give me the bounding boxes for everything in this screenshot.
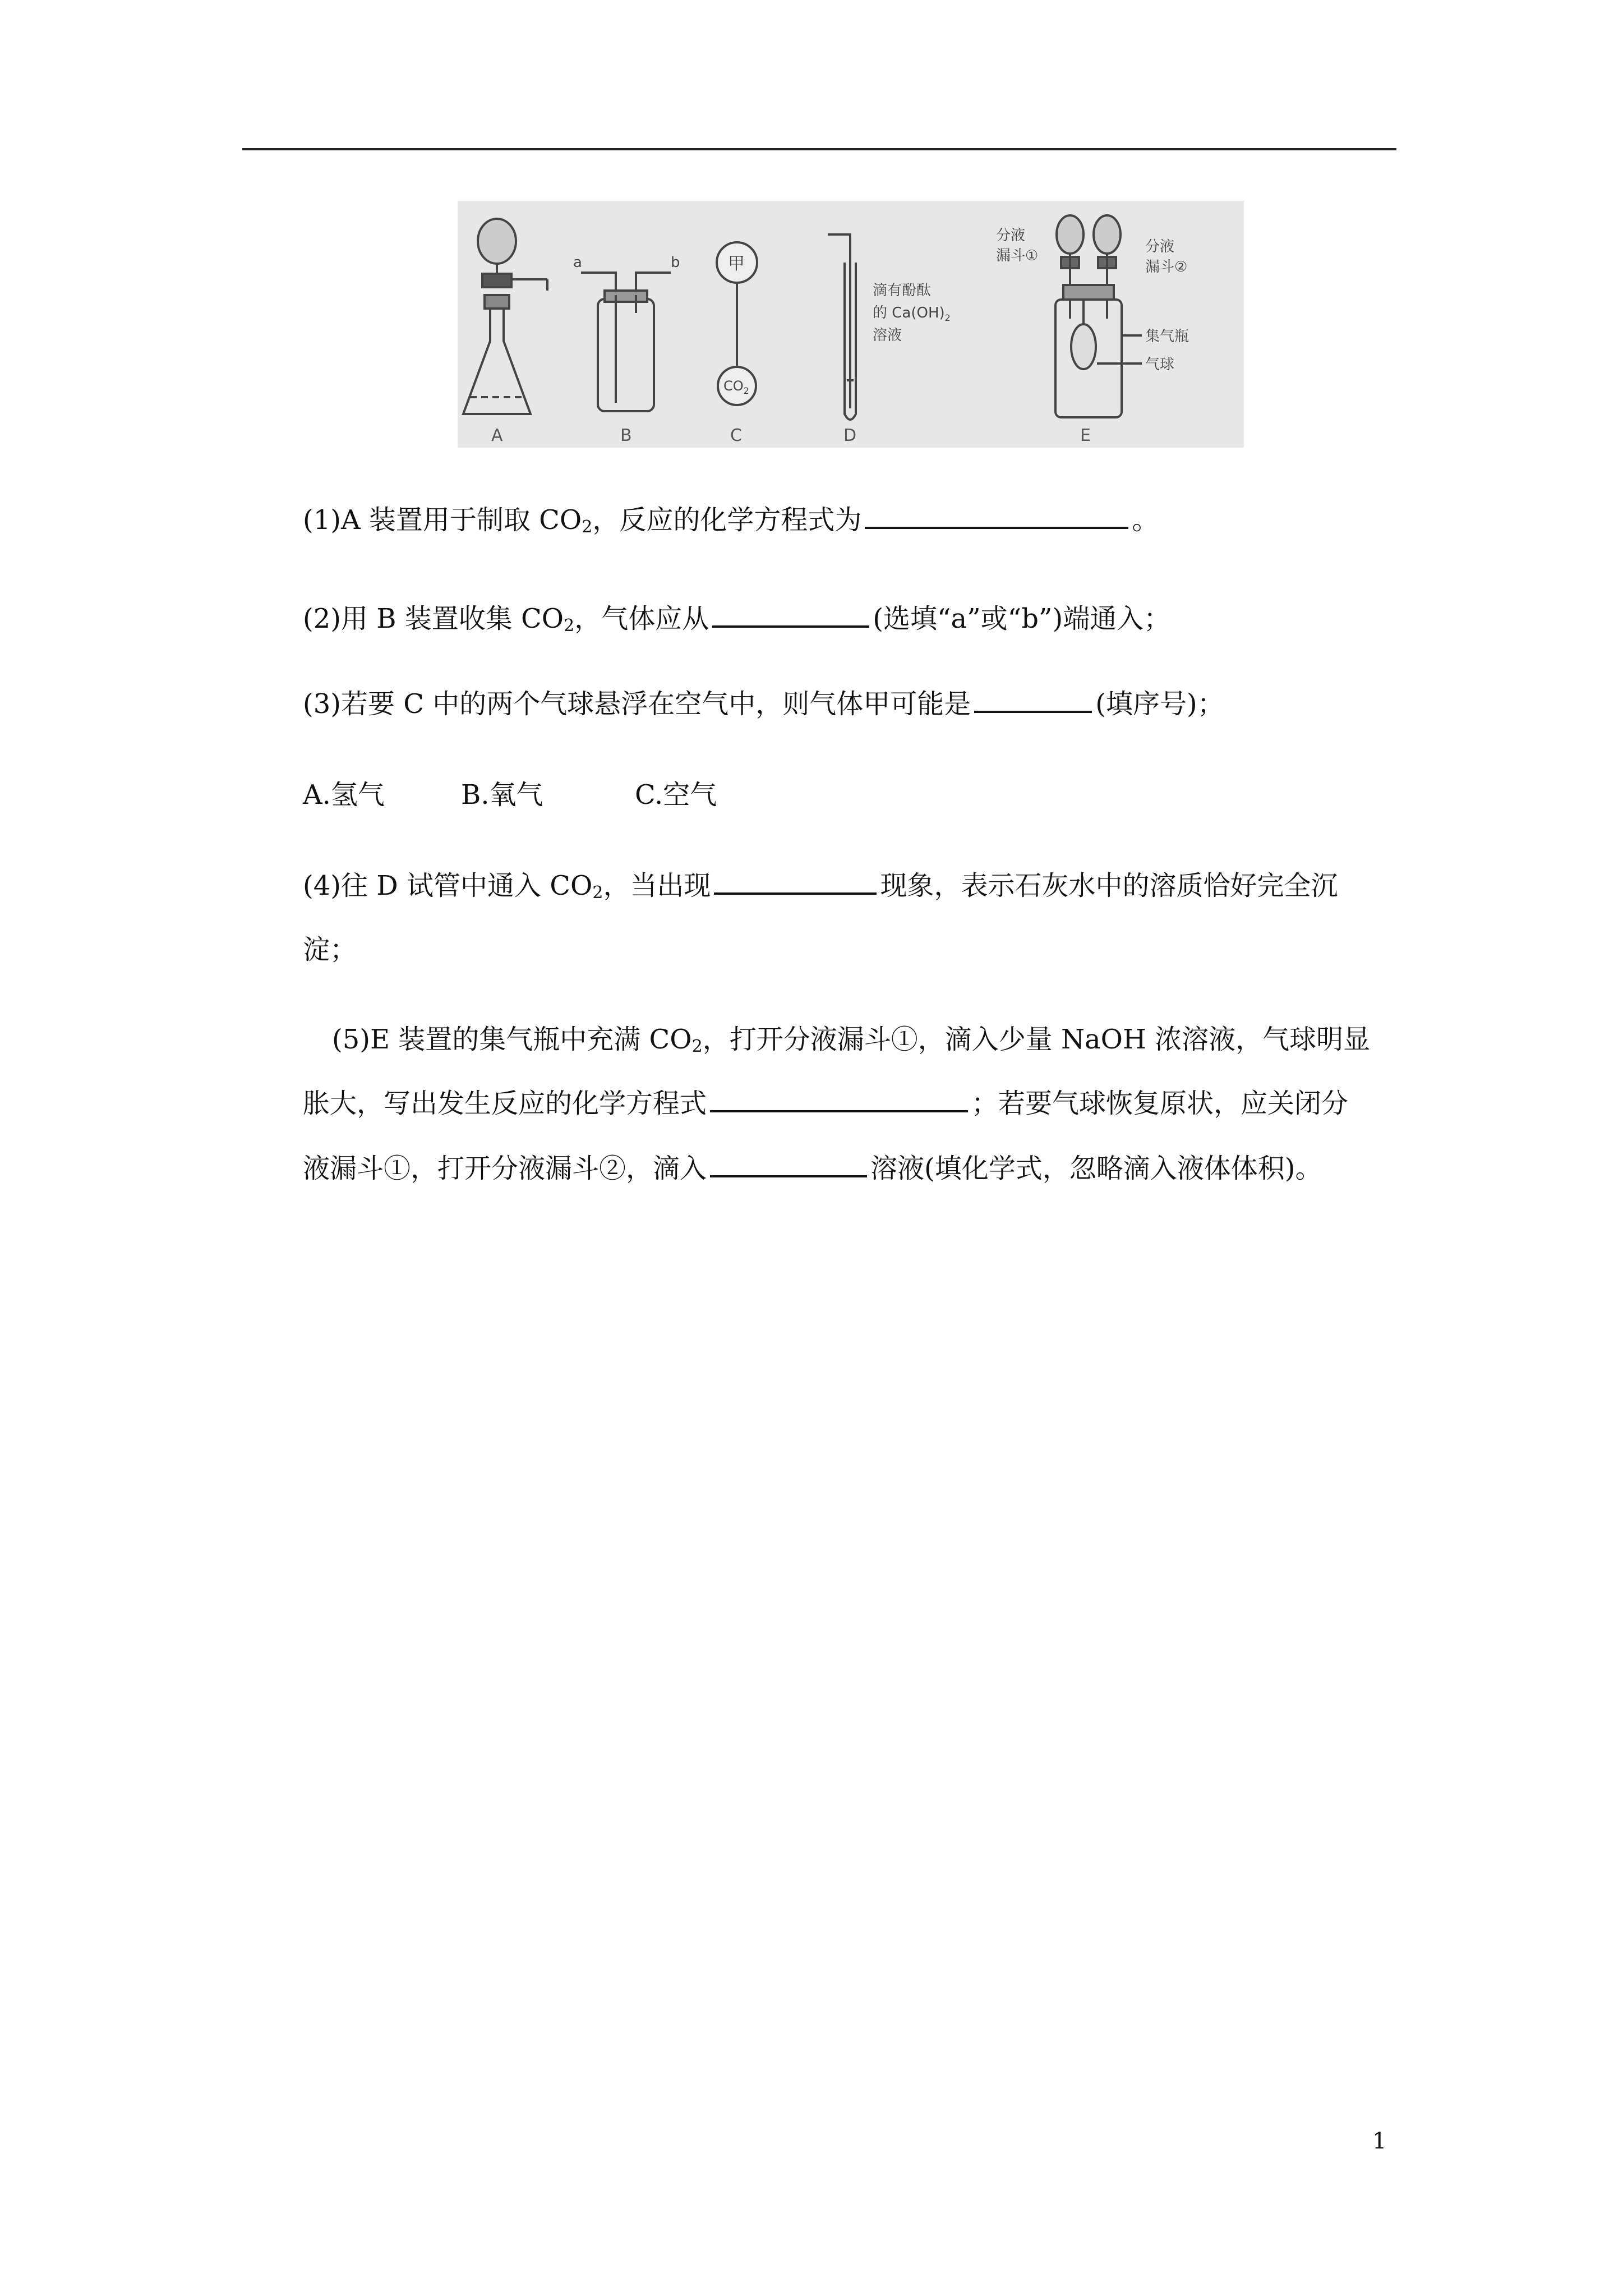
apparatus-figure <box>458 201 1244 448</box>
label-b: B <box>620 426 632 445</box>
question-4: (4)往 D 试管中通入 $CO_2$，当出现 现象，表示石灰水中的溶质恰好完全沉 <box>303 868 1338 910</box>
question-5-line1: (5)E 装置的集气瓶中充满 $CO_2$，打开分液漏斗①，滴入少量 NaOH 浓溶液，气球明显 <box>332 1024 1371 1056</box>
option-b: B.氧气 <box>461 779 543 811</box>
question-2: (2)用 B 装置收集 $CO_2$，气体应从 (选填“a”或“b”)端通入； <box>303 601 1170 643</box>
question-5-line3: 液漏斗①，打开分液漏斗②，滴入 溶液(填化学式，忽略滴入液体体积)。 <box>303 1151 1322 1185</box>
option-c: C.空气 <box>635 779 717 811</box>
apparatus-c <box>717 242 757 445</box>
label-inlet-b: b <box>671 254 680 271</box>
question-4-line2: 淀； <box>303 934 357 965</box>
funnel2-label-line2: 漏斗② <box>1145 259 1188 275</box>
balloon-label: 气球 <box>1145 356 1175 373</box>
bottle-label: 集气瓶 <box>1145 328 1189 345</box>
funnel2-label-line1: 分液 <box>1145 238 1175 255</box>
balloon-label-jia: 甲 <box>728 254 745 274</box>
answer-blank-5a[interactable] <box>710 1085 968 1112</box>
option-a: A.氢气 <box>303 779 385 811</box>
label-d: D <box>843 426 857 445</box>
d-note-line2: 的 $Ca(OH)_2$ <box>873 305 951 323</box>
answer-blank-5b[interactable] <box>710 1151 867 1177</box>
header-rule <box>242 148 1396 150</box>
label-a: A <box>491 426 503 445</box>
answer-blank-4[interactable] <box>714 868 877 895</box>
question-1: (1)A 装置用于制取 $CO_2$，反应的化学方程式为 。 <box>303 502 1159 544</box>
question-5-line2: 胀大，写出发生反应的化学方程式 ；若要气球恢复原状，应关闭分 <box>303 1085 1348 1120</box>
label-e: E <box>1080 426 1091 445</box>
label-c: C <box>730 426 742 445</box>
answer-blank-2[interactable] <box>712 601 869 628</box>
page-number: 1 <box>1372 2128 1387 2154</box>
label-inlet-a: a <box>573 254 582 271</box>
answer-blank-1[interactable] <box>865 502 1128 529</box>
d-note-line3: 溶液 <box>873 327 902 344</box>
apparatus-a <box>463 219 547 445</box>
apparatus-d <box>828 234 951 445</box>
balloon-label-co2: $CO_2$ <box>723 378 749 396</box>
answer-blank-3[interactable] <box>974 686 1092 713</box>
apparatus-b <box>573 254 680 445</box>
d-note-line1: 滴有酚酞 <box>873 282 932 299</box>
question-3: (3)若要 C 中的两个气球悬浮在空气中，则气体甲可能是 (填序号)； <box>303 686 1224 721</box>
funnel1-label-line1: 分液 <box>996 227 1026 244</box>
apparatus-e <box>996 215 1189 445</box>
funnel1-label-line2: 漏斗① <box>996 247 1039 264</box>
